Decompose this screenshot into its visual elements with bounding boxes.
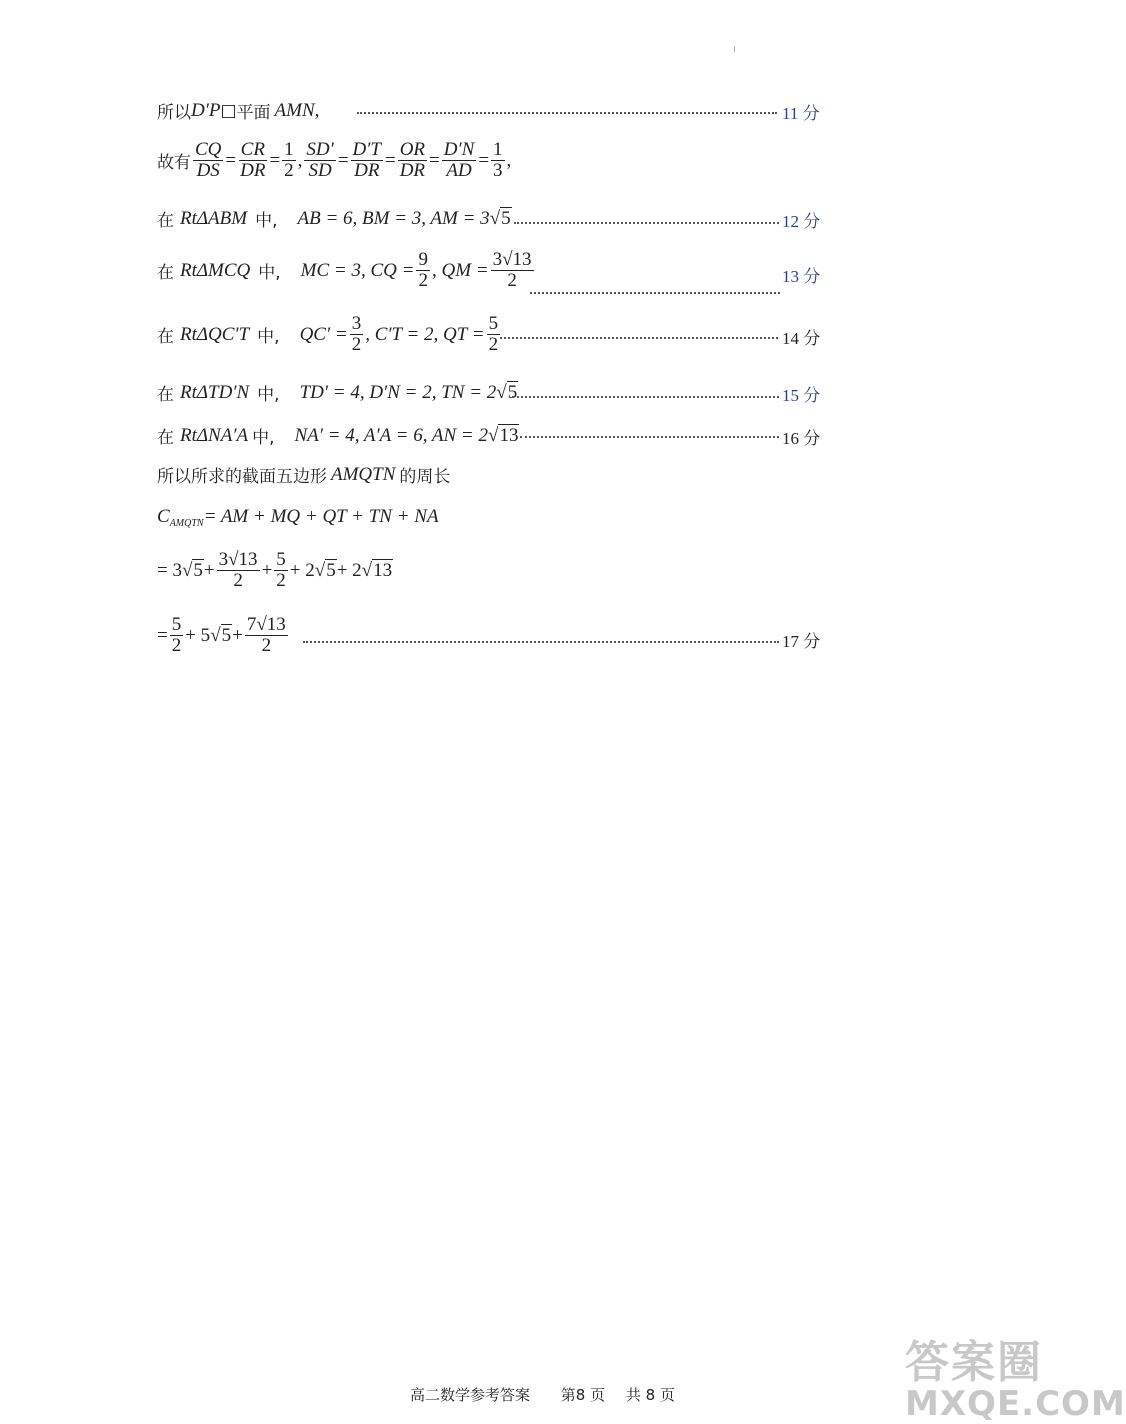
fraction: $\frac{D'T}{DR}$ — [352, 139, 381, 181]
watermark-url: MXQE.COM — [905, 1384, 1126, 1424]
leader-dots — [520, 434, 779, 438]
leader-dots — [514, 220, 779, 224]
math-expr: TD′ = 4, D′N = 2, TN = 2 — [299, 381, 497, 403]
comma: , — [314, 99, 320, 121]
parallel-symbol: □ — [220, 100, 237, 121]
score-label: 16 分 — [782, 429, 821, 448]
math-expr: D′P — [191, 99, 221, 121]
line-triangle-tdn: 在 RtΔTD′N 中, TD′ = 4, D′N = 2, TN = 2 √5 — [157, 381, 518, 405]
line-conclusion-plane — [157, 98, 319, 123]
leader-dots — [357, 110, 777, 114]
score-label: 17 分 — [782, 632, 821, 651]
footer-subject: 高二数学参考答案 — [410, 1386, 531, 1404]
triangle-name: RtΔNA′A — [180, 424, 249, 446]
leader-dots — [303, 639, 779, 643]
math-expr: , QM = — [431, 259, 489, 281]
pentagon-name: AMQTN — [331, 463, 396, 485]
score-label: 15 分 — [782, 386, 821, 405]
line-ratios: 故有 $\frac{CQ}{DS}$ = $\frac{CR}{DR}$ = $\frac{1}{2}$ , $\frac{SD'}{SD}$ = $\frac{D'T}{DR}$ = $\frac{OR}{DR}$ = $\frac{D'N}{AD}$ = $\frac{1}{3}$ , — [157, 139, 512, 181]
fraction: $\frac{3}{2}$ — [351, 313, 362, 355]
line-triangle-mcq: 在 RtΔMCQ 中, MC = 3, CQ = $\frac{9}{2}$ , QM = $\frac{3√13}{2}$ — [157, 249, 532, 291]
fraction: $\frac{5}{2}$ — [488, 313, 499, 355]
fraction: $\frac{CQ}{DS}$ — [195, 139, 222, 181]
math-expr: AB = 6, BM = 3, AM = 3 — [297, 207, 490, 229]
fraction: $\frac{1}{2}$ — [284, 139, 294, 181]
score-label: 14 分 — [782, 329, 821, 348]
perimeter-subscript: AMQTN — [169, 518, 204, 529]
score-label: 11 分 — [782, 104, 820, 123]
footer-page-number: 第8 页 — [560, 1386, 606, 1404]
triangle-name: RtΔTD′N — [180, 381, 250, 403]
fraction: $\frac{CR}{DR}$ — [240, 139, 266, 181]
page-mark — [734, 46, 735, 52]
leader-dots — [530, 290, 780, 294]
leader-dots — [500, 335, 778, 339]
text-prefix: 所以 — [157, 103, 191, 123]
fraction: $\frac{SD'}{SD}$ — [306, 139, 334, 181]
line-perimeter-result: = $\frac{5}{2}$ + 5 √5 + $\frac{7√13}{2}$ — [157, 614, 286, 656]
fraction: $\frac{3√13}{2}$ — [492, 249, 532, 291]
score-label: 12 分 — [782, 212, 821, 231]
fraction: $\frac{5}{2}$ — [171, 614, 182, 656]
page-footer — [410, 1384, 675, 1405]
line-perimeter-sum: = 3 √5 + $\frac{3√13}{2}$ + $\frac{5}{2}$ + 2 √5 + 2 √13 — [157, 549, 393, 591]
math-expr: MC = 3, CQ = — [300, 259, 415, 281]
triangle-name: RtΔMCQ — [180, 259, 251, 281]
math-expr: , C′T = 2, QT = — [365, 323, 485, 345]
triangle-name: RtΔQC′T — [180, 323, 250, 345]
watermark-title: 答案圈 — [905, 1337, 1043, 1388]
math-expr: QC′ = — [299, 323, 348, 345]
sqrt: √5 — [496, 381, 518, 403]
line-perimeter-formula — [157, 504, 439, 529]
leader-dots — [512, 394, 779, 398]
fraction: $\frac{7√13}{2}$ — [246, 614, 286, 656]
watermark-logo — [905, 1326, 1126, 1424]
line-triangle-qct: 在 RtΔQC′T 中, QC′ = $\frac{3}{2}$ , C′T = 2, QT = $\frac{5}{2}$ — [157, 313, 499, 355]
math-plane-name: AMN — [274, 99, 315, 121]
footer-total-pages: 共 8 页 — [625, 1386, 675, 1404]
fraction: $\frac{1}{3}$ — [493, 139, 503, 181]
line-triangle-abm: 在 RtΔABM 中, AB = 6, BM = 3, AM = 3 √5 — [157, 207, 511, 231]
sqrt: √13 — [488, 424, 519, 446]
text-prefix: 故有 — [157, 153, 191, 173]
line-perimeter-intro: 所以所求的截面五边形 AMQTN 的周长 — [157, 463, 451, 487]
fraction: $\frac{3√13}{2}$ — [218, 549, 258, 591]
line-triangle-naa: 在 RtΔNA′A 中, NA′ = 4, A′A = 6, AN = 2 √13 — [157, 424, 519, 448]
triangle-name: RtΔABM — [180, 207, 248, 229]
math-expr: = AM + MQ + QT + TN + NA — [203, 505, 439, 527]
score-label: 13 分 — [782, 267, 821, 286]
fraction: $\frac{OR}{DR}$ — [399, 139, 426, 181]
perimeter-symbol: C — [157, 505, 170, 527]
fraction: $\frac{5}{2}$ — [276, 549, 286, 591]
fraction: $\frac{9}{2}$ — [418, 249, 428, 291]
text-plane: 平面 — [236, 103, 271, 123]
sqrt: √5 — [489, 207, 511, 229]
math-expr: NA′ = 4, A′A = 6, AN = 2 — [294, 424, 489, 446]
fraction: $\frac{D'N}{AD}$ — [443, 139, 475, 181]
